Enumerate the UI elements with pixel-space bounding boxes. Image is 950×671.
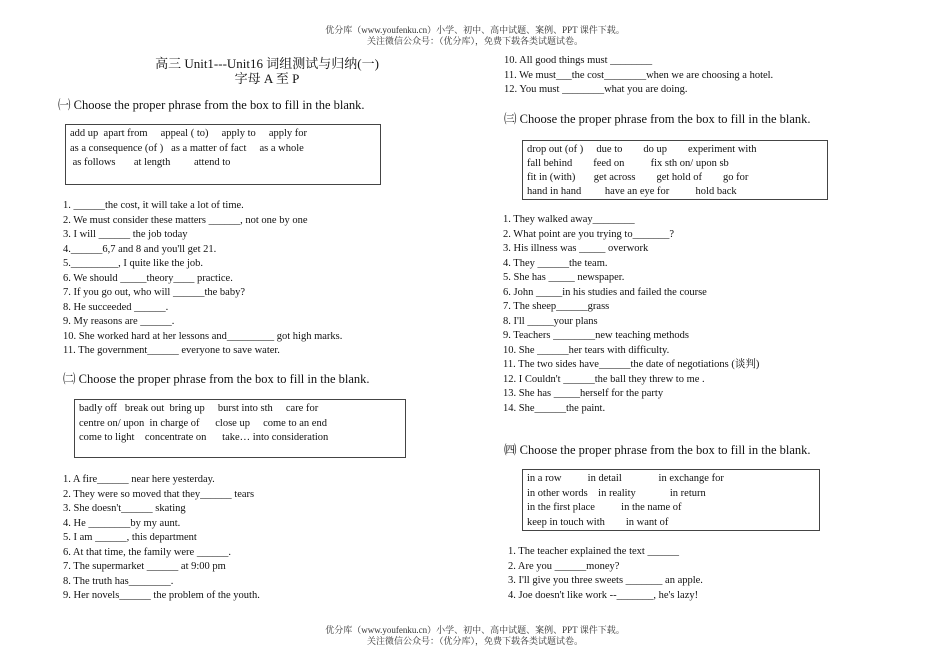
page-header	[0, 25, 950, 47]
question-item: 3. I'll give you three sweets _______ an apple.	[508, 575, 703, 586]
phrase-box-row: as follows at length attend to	[70, 157, 231, 168]
question-item: 12. You must ________what you are doing.	[504, 84, 688, 95]
question-item: 5. I am ______, this department	[63, 532, 197, 543]
phrase-box-row: in other words in reality in return	[527, 487, 706, 499]
footer-line-2: 关注微信公众号：（优分库），免费下载各类试题试卷。	[366, 636, 583, 646]
worksheet-title	[147, 56, 387, 86]
phrase-box-row: hand in hand have an eye for hold back	[527, 186, 737, 197]
question-item: 10. She ______her tears with difficulty.	[503, 344, 670, 356]
question-item: 12. I Couldn't ______the ball they threw to me .	[503, 373, 705, 385]
question-item: 3. His illness was _____ overwork	[503, 243, 649, 254]
phrase-box-row: centre on/ upon in charge of close up come to an end	[79, 417, 327, 429]
section2-phrase-box	[74, 399, 406, 458]
question-item: 4. He ________by my aunt.	[63, 517, 181, 529]
question-item: 6. John _____in his studies and failed the course	[503, 286, 707, 298]
section1-heading: ㈠ Choose the proper phrase from the box to fill in the blank.	[58, 98, 365, 112]
question-item: 2. They were so moved that they______ tears	[63, 488, 255, 500]
question-item: 8. The truth has________.	[63, 575, 174, 587]
title-line-1: 高三 Unit1---Unit16 词组测试与归纳(一)	[155, 56, 379, 71]
question-item: 3. She doesn't______ skating	[63, 503, 186, 514]
header-line-2: 关注微信公众号：（优分库），免费下载各类试题试卷。	[366, 36, 583, 46]
question-item: 7. The sheep______grass	[503, 301, 610, 312]
question-item: 2. Are you ______money?	[508, 560, 620, 572]
question-item: 2. What point are you trying to_______?	[503, 228, 674, 240]
question-item: 5._________, I quite like the job.	[63, 258, 203, 269]
footer-line-1: 优分库（www.youfenku.cn）小学、初中、高中试题、案例、PPT 课件下载。	[325, 625, 625, 635]
section4-heading: ㈣ Choose the proper phrase from the box to fill in the blank.	[504, 443, 811, 457]
question-item: 10. All good things must ________	[504, 55, 653, 66]
header-line-1: 优分库（www.youfenku.cn）小学、初中、高中试题、案例、PPT 课件下载。	[325, 25, 625, 35]
question-item: 8. He succeeded ______.	[63, 301, 169, 313]
question-item: 13. She has _____herself for the party	[503, 388, 664, 399]
question-item: 7. If you go out, who will ______the baby?	[63, 287, 245, 298]
question-item: 1. The teacher explained the text ______	[508, 546, 679, 557]
phrase-box-row: fall behind feed on fix sth on/ upon sb	[527, 158, 729, 169]
phrase-box-row: in a row in detail in exchange for	[527, 473, 724, 484]
phrase-box-row: as a consequence (of ) as a matter of fact as a whole	[70, 142, 304, 154]
section2-questions	[63, 473, 260, 604]
question-item: 4. They ______the team.	[503, 257, 608, 269]
section4-questions	[508, 545, 703, 603]
question-item: 1. ______the cost, it will take a lot of time.	[63, 200, 244, 211]
section1-phrase-box	[65, 124, 381, 185]
page-footer	[0, 625, 950, 647]
phrase-box-row: drop out (of ) due to do up experiment with	[527, 144, 757, 155]
section2-heading: ㈡ Choose the proper phrase from the box to fill in the blank.	[63, 372, 370, 386]
question-item: 6. We should _____theory____ practice.	[63, 272, 233, 284]
section2-continued-questions	[504, 54, 773, 98]
question-item: 3. I will ______ the job today	[63, 229, 188, 240]
question-item: 11. The two sides have______the date of negotiations (谈判)	[503, 359, 760, 370]
phrase-box-row: in the first place in the name of	[527, 502, 682, 513]
question-item: 7. The supermarket ______ at 9:00 pm	[63, 561, 226, 572]
phrase-box-row: come to light concentrate on take… into consideration	[79, 432, 329, 443]
question-item: 5. She has _____ newspaper.	[503, 272, 625, 283]
question-item: 4.______6,7 and 8 and you'll get 21.	[63, 243, 217, 255]
question-item: 2. We must consider these matters ______, not one by one	[63, 214, 308, 226]
section3-phrase-box	[522, 140, 828, 200]
question-item: 8. I'll _____your plans	[503, 315, 598, 327]
question-item: 10. She worked hard at her lessons and_________ got high marks.	[63, 330, 343, 342]
section3-questions	[503, 213, 759, 416]
question-item: 1. They walked away________	[503, 214, 635, 225]
question-item: 14. She______the paint.	[503, 402, 606, 414]
question-item: 9. Her novels______ the problem of the youth.	[63, 590, 260, 601]
question-item: 9. My reasons are ______.	[63, 316, 175, 327]
question-item: 9. Teachers ________new teaching methods	[503, 330, 689, 341]
phrase-box-row: fit in (with) get across get hold of go for	[527, 172, 749, 183]
section3-heading: ㈢ Choose the proper phrase from the box to fill in the blank.	[504, 112, 811, 126]
title-line-2: 字母 A 至 P	[234, 71, 300, 86]
question-item: 11. The government______ everyone to save water.	[63, 345, 280, 356]
question-item: 11. We must___the cost________when we are choosing a hotel.	[504, 69, 774, 81]
question-item: 1. A fire______ near here yesterday.	[63, 474, 215, 485]
question-item: 4. Joe doesn't like work --_______, he's lazy!	[508, 589, 699, 601]
section1-questions	[63, 199, 342, 359]
phrase-box-row: keep in touch with in want of	[527, 516, 669, 528]
section4-phrase-box	[522, 469, 820, 531]
phrase-box-row: badly off break out bring up burst into sth care for	[79, 403, 319, 414]
question-item: 6. At that time, the family were ______.	[63, 546, 231, 558]
phrase-box-row: add up apart from appeal ( to) apply to apply for	[70, 128, 308, 139]
